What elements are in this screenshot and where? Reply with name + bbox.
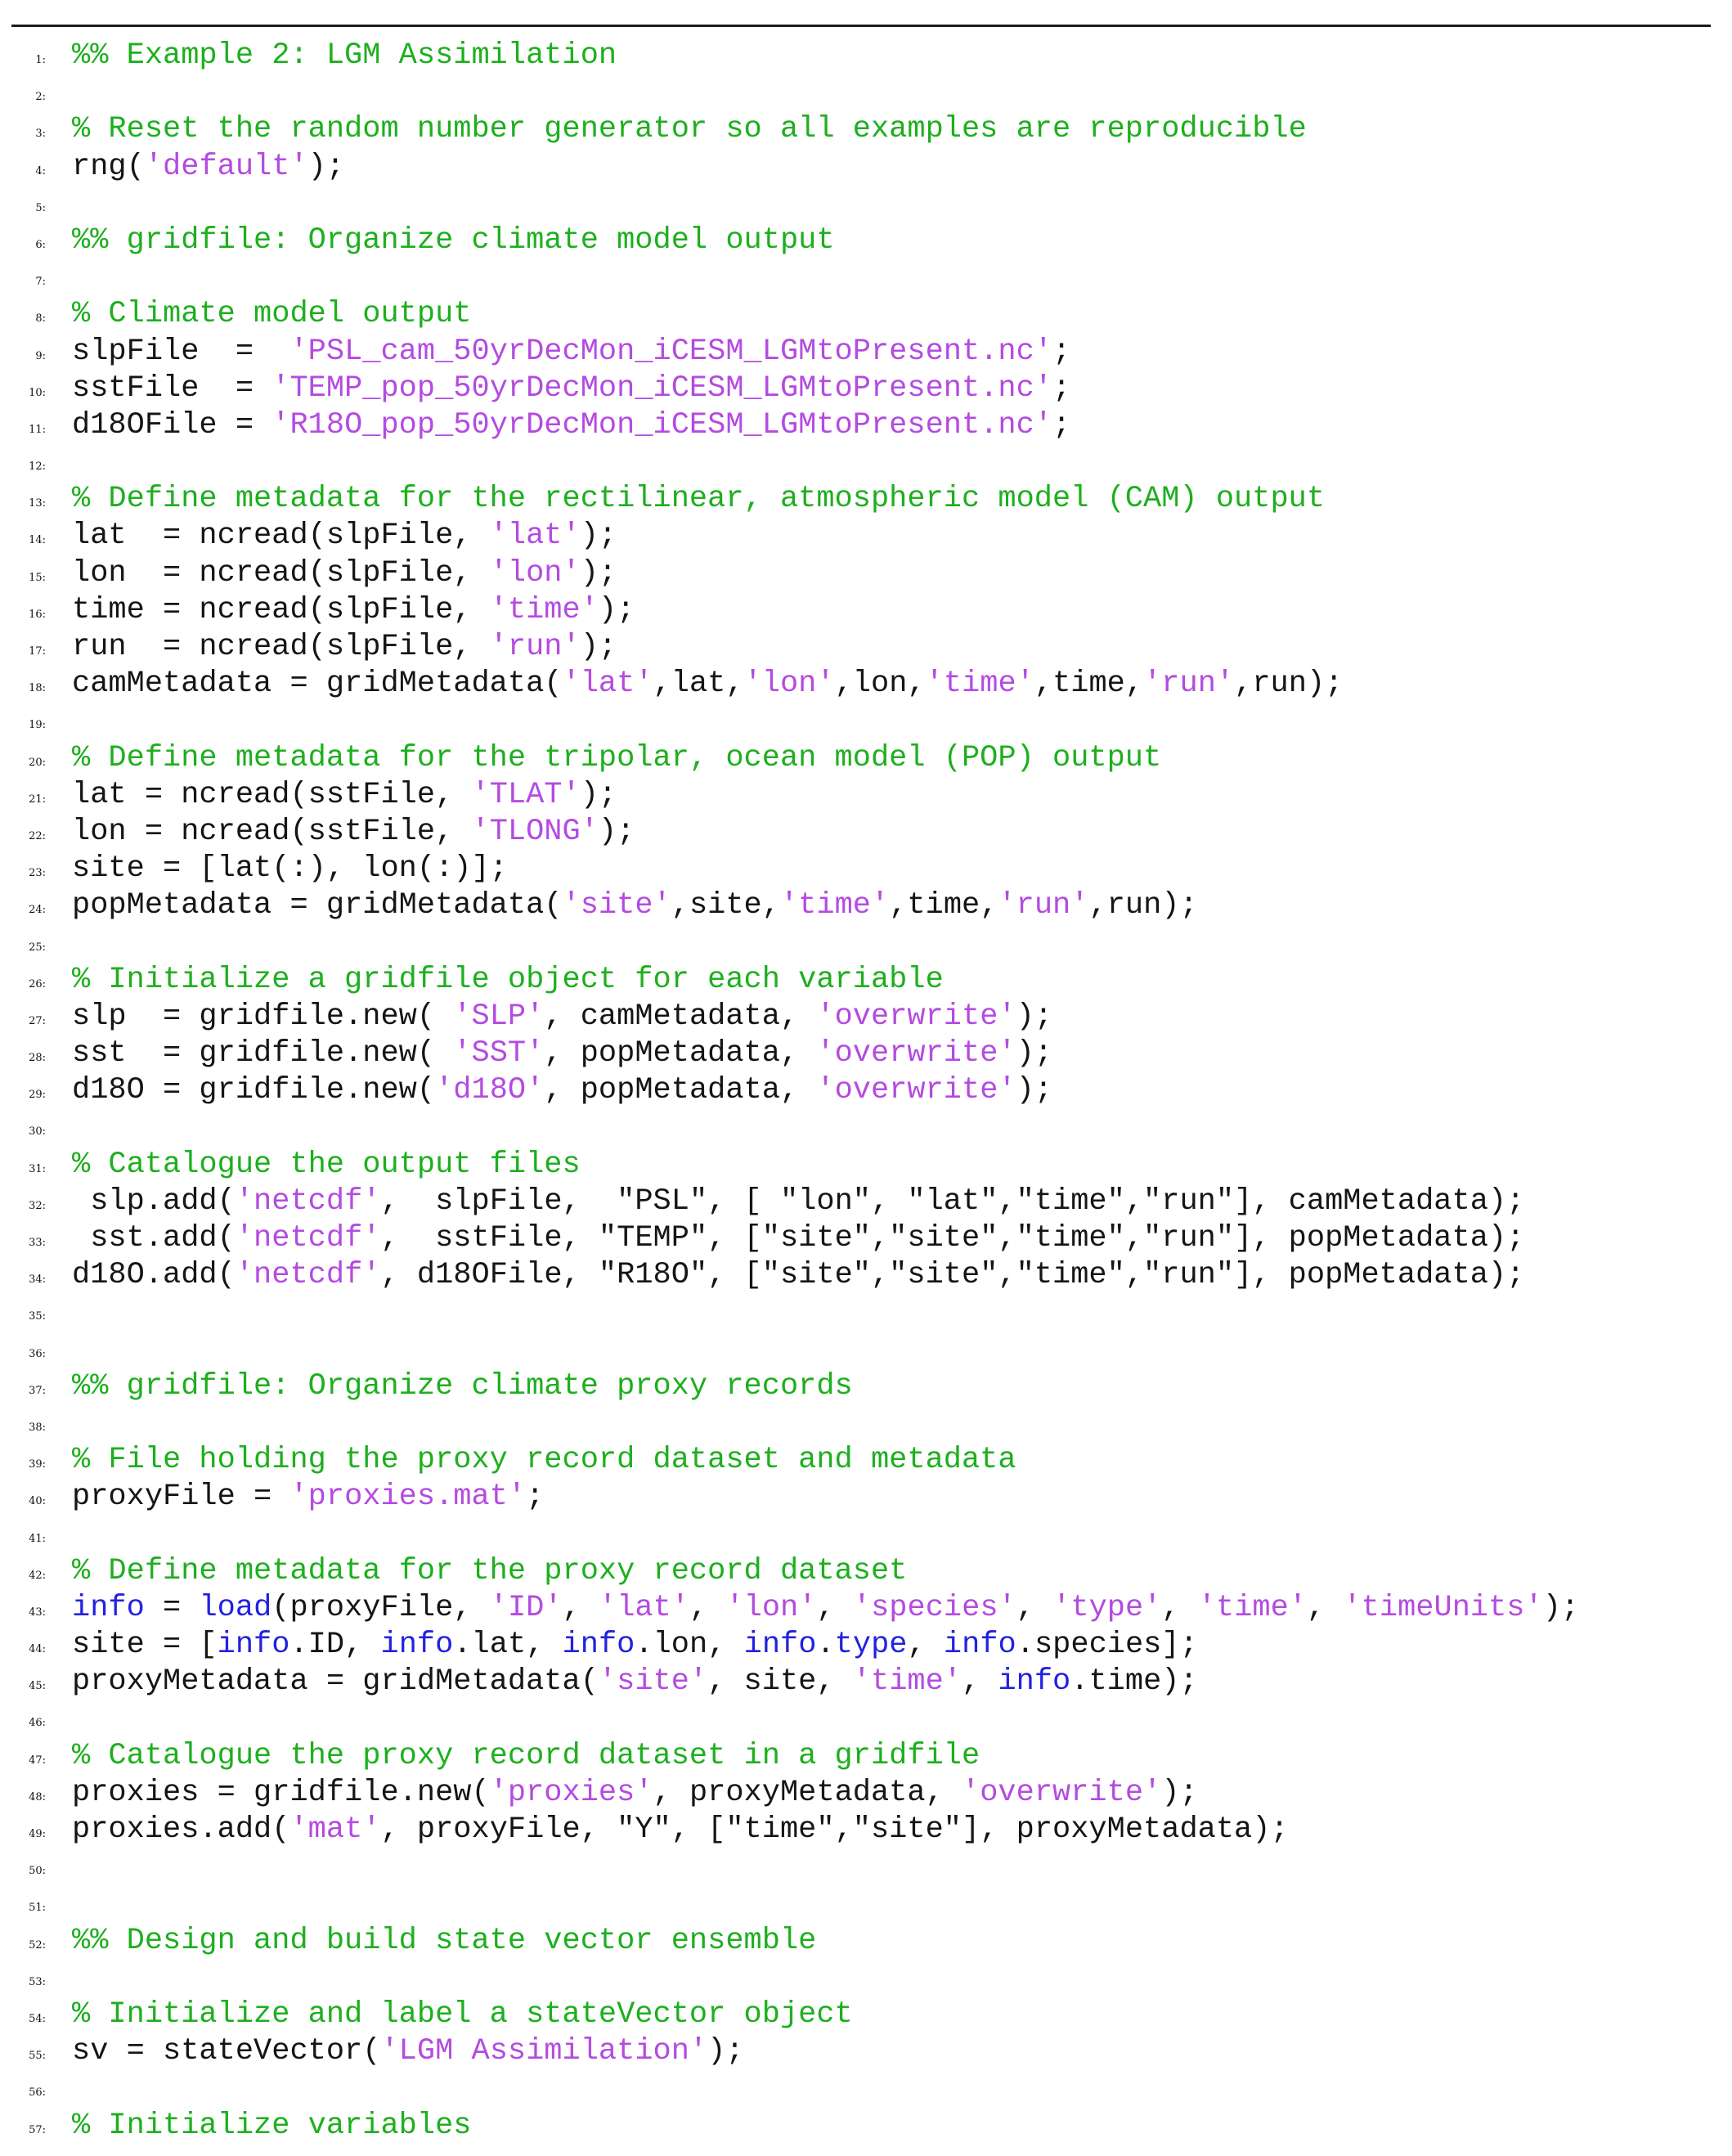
token-string: 'SST': [453, 1036, 545, 1071]
code-text: [72, 222, 835, 259]
top-rule: [11, 25, 1711, 27]
code-text: [72, 481, 1325, 518]
token-plain: lon = ncread(sstFile,: [72, 814, 472, 849]
token-plain: , camMetadata,: [544, 999, 817, 1034]
code-text: [72, 38, 617, 74]
code-text: [72, 962, 944, 999]
token-plain: ,time,: [1034, 667, 1144, 702]
line-number: 46:: [29, 1717, 46, 1730]
token-plain: , popMetadata,: [544, 1073, 817, 1108]
code-line: [0, 1184, 1732, 1220]
token-plain: );: [598, 814, 635, 849]
code-line: [0, 1590, 1732, 1627]
token-comment: % Climate model output: [72, 297, 472, 332]
token-plain: lat = ncread(sstFile,: [72, 777, 472, 812]
token-function: info: [998, 1664, 1071, 1700]
token-comment: %% gridfile: Organize climate model output: [72, 222, 835, 258]
token-plain: );: [598, 592, 635, 627]
code-line: [0, 371, 1732, 407]
token-plain: , sstFile, "TEMP", ["site","site","time","run"], popMetadata);: [380, 1221, 1525, 1255]
code-text: [72, 111, 1307, 148]
line-number: 27:: [29, 1014, 46, 1027]
token-string: 'lon': [489, 555, 581, 591]
code-listing: [0, 38, 1732, 2145]
token-plain: ;: [1052, 371, 1071, 406]
line-number: 8:: [35, 312, 46, 326]
code-text: [72, 666, 1343, 703]
token-plain: d18O.add(: [72, 1258, 236, 1293]
code-line: [0, 1442, 1732, 1479]
line-number: 19:: [29, 719, 46, 732]
code-line: [0, 222, 1732, 259]
token-string: 'SLP': [453, 999, 545, 1034]
code-line: [0, 1035, 1732, 1072]
code-line: [0, 777, 1732, 814]
line-number: 24:: [29, 904, 46, 917]
code-text: [72, 1775, 1198, 1812]
token-plain: lat = ncread(slpFile,: [72, 519, 490, 554]
token-plain: slp.add(: [72, 1184, 236, 1219]
token-plain: time = ncread(slpFile,: [72, 592, 490, 627]
token-string: 'mat': [289, 1812, 381, 1847]
code-line: [0, 1332, 1732, 1368]
code-text: [72, 777, 617, 814]
token-plain: popMetadata = gridMetadata(: [72, 888, 563, 923]
code-text: [72, 407, 1070, 444]
code-line: [0, 1405, 1732, 1442]
token-plain: d18OFile =: [72, 407, 272, 442]
token-plain: .: [816, 1628, 835, 1663]
code-lines: [0, 38, 1732, 2145]
code-text: [72, 334, 1070, 371]
line-number: 44:: [29, 1643, 46, 1656]
token-plain: );: [580, 777, 617, 812]
token-plain: ,: [816, 1590, 853, 1625]
code-line: [0, 1960, 1732, 1997]
code-text: [72, 887, 1198, 924]
token-plain: (proxyFile,: [271, 1590, 490, 1625]
token-plain: site = [lat(:), lon(:)];: [72, 851, 508, 887]
line-number: 13:: [29, 497, 46, 510]
token-function: info: [562, 1628, 635, 1663]
token-plain: ,: [689, 1590, 726, 1625]
token-plain: , d18OFile, "R18O", ["site","site","time","run"], popMetadata);: [380, 1258, 1525, 1293]
line-number: 11:: [29, 423, 46, 436]
token-string: 'lon': [743, 667, 835, 702]
code-line: [0, 629, 1732, 666]
code-text: [72, 518, 617, 555]
token-plain: , popMetadata,: [544, 1036, 817, 1071]
line-number: 29:: [29, 1089, 46, 1102]
token-function: info: [380, 1628, 454, 1663]
code-line: [0, 814, 1732, 851]
code-line: [0, 1368, 1732, 1405]
code-line: [0, 925, 1732, 962]
token-comment: %% Design and build state vector ensemble: [72, 1923, 817, 1958]
token-plain: ,time,: [889, 888, 998, 923]
line-number: 48:: [29, 1790, 46, 1803]
token-plain: ,: [1161, 1590, 1198, 1625]
line-number: 31:: [29, 1162, 46, 1175]
token-plain: );: [580, 630, 617, 664]
code-text: [72, 555, 617, 592]
token-plain: slpFile =: [72, 334, 290, 369]
token-string: 'proxies.mat': [289, 1480, 527, 1515]
line-number: 17:: [29, 645, 46, 658]
token-plain: ,run);: [1234, 667, 1344, 702]
token-plain: proxyFile =: [72, 1480, 290, 1515]
line-number: 3:: [35, 128, 46, 141]
token-plain: proxyMetadata = gridMetadata(: [72, 1664, 599, 1700]
line-number: 49:: [29, 1828, 46, 1840]
line-number: 14:: [29, 534, 46, 547]
token-comment: % Initialize variables: [72, 2108, 472, 2143]
token-comment: %% Example 2: LGM Assimilation: [72, 38, 617, 73]
token-plain: ,run);: [1088, 888, 1198, 923]
line-number: 18:: [29, 682, 46, 695]
code-line: [0, 296, 1732, 333]
token-string: 'TEMP_pop_50yrDecMon_iCESM_LGMtoPresent.nc': [271, 371, 1053, 406]
code-text: [72, 629, 617, 666]
code-line: [0, 2070, 1732, 2107]
token-comment: % Define metadata for the tripolar, ocean model (POP) output: [72, 740, 1162, 775]
code-text: [72, 999, 1052, 1035]
token-plain: .lon,: [635, 1628, 744, 1663]
token-plain: .ID,: [289, 1628, 381, 1663]
token-plain: , slpFile, "PSL", [ "lon", "lat","time","run"], camMetadata);: [380, 1184, 1525, 1219]
token-string: 'site': [562, 888, 671, 923]
token-string: 'overwrite': [962, 1775, 1162, 1810]
line-number: 50:: [29, 1865, 46, 1878]
line-number: 25:: [29, 941, 46, 954]
code-line: [0, 259, 1732, 296]
line-number: 52:: [29, 1938, 46, 1952]
token-string: 'overwrite': [816, 1036, 1016, 1071]
code-line: [0, 999, 1732, 1035]
line-number: 55:: [29, 2050, 46, 2063]
token-string: 'netcdf': [235, 1184, 381, 1219]
code-text: [72, 1184, 1524, 1220]
line-number: 23:: [29, 867, 46, 880]
code-line: [0, 1516, 1732, 1553]
token-string: 'netcdf': [235, 1258, 381, 1293]
token-plain: ,: [962, 1664, 998, 1700]
line-number: 39:: [29, 1458, 46, 1471]
code-line: [0, 1553, 1732, 1590]
token-plain: , proxyFile, "Y", ["time","site"], proxyMetadata);: [380, 1812, 1289, 1847]
token-plain: );: [1016, 1036, 1053, 1071]
code-line: [0, 1072, 1732, 1109]
token-plain: , proxyMetadata,: [653, 1775, 962, 1810]
line-number: 51:: [29, 1902, 46, 1915]
code-line: [0, 1848, 1732, 1885]
line-number: 9:: [35, 349, 46, 362]
token-plain: .lat,: [453, 1628, 563, 1663]
code-text: [72, 371, 1070, 407]
code-line: [0, 887, 1732, 924]
token-plain: );: [1016, 999, 1053, 1034]
token-string: 'lat': [598, 1590, 690, 1625]
code-line: [0, 2033, 1732, 2070]
token-plain: run = ncread(slpFile,: [72, 630, 490, 664]
token-plain: );: [1016, 1073, 1053, 1108]
line-number: 41:: [29, 1532, 46, 1545]
token-string: 'lat': [489, 519, 581, 554]
token-plain: );: [580, 555, 617, 591]
token-string: 'overwrite': [816, 999, 1016, 1034]
token-comment: % Define metadata for the proxy record dataset: [72, 1553, 908, 1588]
token-plain: rng(: [72, 149, 145, 184]
token-plain: ,: [1016, 1590, 1053, 1625]
token-string: 'type': [1052, 1590, 1162, 1625]
code-text: [72, 2108, 471, 2145]
token-plain: );: [707, 2034, 744, 2069]
token-string: 'species': [852, 1590, 1016, 1625]
code-line: [0, 38, 1732, 74]
token-string: 'TLONG': [471, 814, 599, 849]
line-number: 33:: [29, 1237, 46, 1249]
code-text: [72, 2033, 744, 2070]
token-string: 'lat': [562, 667, 653, 702]
code-line: [0, 1664, 1732, 1700]
line-number: 12:: [29, 460, 46, 474]
token-plain: site = [: [72, 1628, 218, 1663]
line-number: 34:: [29, 1273, 46, 1287]
line-number: 42:: [29, 1569, 46, 1582]
code-line: [0, 481, 1732, 518]
token-string: 'lon': [725, 1590, 817, 1625]
token-plain: slp = gridfile.new(: [72, 999, 454, 1034]
token-string: 'ID': [489, 1590, 563, 1625]
line-number: 2:: [35, 91, 46, 104]
line-number: 15:: [29, 571, 46, 584]
code-line: [0, 1627, 1732, 1664]
code-line: [0, 1997, 1732, 2033]
token-string: 'd18O': [435, 1073, 545, 1108]
token-plain: ,: [562, 1590, 599, 1625]
line-number: 22:: [29, 829, 46, 842]
code-line: [0, 1738, 1732, 1775]
line-number: 20:: [29, 756, 46, 769]
code-line: [0, 2108, 1732, 2145]
code-text: [72, 1479, 544, 1516]
token-string: 'PSL_cam_50yrDecMon_iCESM_LGMtoPresent.nc': [289, 334, 1053, 369]
code-text: [72, 592, 635, 629]
token-comment: % Initialize and label a stateVector object: [72, 1997, 853, 2032]
token-plain: d18O = gridfile.new(: [72, 1073, 436, 1108]
code-text: [72, 1220, 1524, 1257]
token-string: 'time': [779, 888, 890, 923]
token-string: 'time': [489, 592, 599, 627]
code-text: [72, 1035, 1052, 1072]
token-plain: =: [144, 1590, 200, 1625]
code-line: [0, 1812, 1732, 1848]
token-comment: % Reset the random number generator so all examples are reproducible: [72, 112, 1307, 147]
token-function: info: [743, 1628, 817, 1663]
token-plain: proxies = gridfile.new(: [72, 1775, 490, 1810]
code-text: [72, 1812, 1289, 1848]
code-line: [0, 1775, 1732, 1812]
code-line: [0, 149, 1732, 186]
line-number: 5:: [35, 201, 46, 214]
token-plain: .species];: [1016, 1628, 1198, 1663]
line-number: 36:: [29, 1347, 46, 1360]
token-function: type: [834, 1628, 908, 1663]
code-line: [0, 1923, 1732, 1960]
line-number: 16:: [29, 608, 46, 621]
token-string: 'R18O_pop_50yrDecMon_iCESM_LGMtoPresent.nc': [271, 407, 1053, 442]
code-text: [72, 1738, 980, 1775]
token-string: 'run': [489, 630, 581, 664]
code-text: [72, 1590, 1579, 1627]
token-string: 'default': [144, 149, 308, 184]
line-number: 21:: [29, 793, 46, 806]
token-plain: camMetadata = gridMetadata(: [72, 667, 563, 702]
code-text: [72, 1627, 1198, 1664]
token-plain: .time);: [1070, 1664, 1198, 1700]
token-plain: proxies.add(: [72, 1812, 290, 1847]
line-number: 43:: [29, 1606, 46, 1619]
code-line: [0, 1885, 1732, 1922]
token-plain: );: [307, 149, 345, 184]
line-number: 4:: [35, 164, 46, 177]
token-comment: %% gridfile: Organize climate proxy records: [72, 1368, 853, 1404]
code-line: [0, 666, 1732, 703]
token-plain: );: [580, 519, 617, 554]
token-string: 'LGM Assimilation': [380, 2034, 708, 2069]
token-plain: ;: [526, 1480, 545, 1515]
line-number: 37:: [29, 1384, 46, 1397]
code-text: [72, 1923, 816, 1960]
code-line: [0, 1220, 1732, 1257]
token-plain: sst = gridfile.new(: [72, 1036, 454, 1071]
code-line: [0, 1294, 1732, 1331]
code-line: [0, 1257, 1732, 1294]
token-string: 'run': [1143, 667, 1235, 702]
token-comment: % Initialize a gridfile object for each variable: [72, 962, 944, 997]
line-number: 1:: [35, 54, 46, 66]
token-comment: % Define metadata for the rectilinear, atmospheric model (CAM) output: [72, 482, 1326, 517]
token-string: 'netcdf': [235, 1221, 381, 1255]
token-plain: lon = ncread(slpFile,: [72, 555, 490, 591]
token-string: 'overwrite': [816, 1073, 1016, 1108]
line-number: 10:: [29, 386, 46, 399]
token-string: 'proxies': [489, 1775, 653, 1810]
code-line: [0, 1109, 1732, 1146]
token-string: 'TLAT': [471, 777, 581, 812]
code-text: [72, 1257, 1524, 1294]
token-comment: % Catalogue the output files: [72, 1147, 581, 1182]
code-text: [72, 296, 471, 333]
token-string: 'run': [998, 888, 1089, 923]
token-plain: ,lon,: [834, 667, 926, 702]
line-number: 56:: [29, 2086, 46, 2100]
code-line: [0, 703, 1732, 739]
token-plain: ;: [1052, 334, 1071, 369]
code-text: [72, 1147, 581, 1184]
token-string: 'timeUnits': [1343, 1590, 1543, 1625]
line-number: 53:: [29, 1975, 46, 1988]
code-line: [0, 1479, 1732, 1516]
token-plain: ,: [907, 1628, 944, 1663]
line-number: 38:: [29, 1421, 46, 1434]
token-plain: );: [1161, 1775, 1198, 1810]
line-number: 45:: [29, 1680, 46, 1693]
token-string: 'time': [1197, 1590, 1308, 1625]
code-line: [0, 851, 1732, 887]
code-line: [0, 1700, 1732, 1737]
token-comment: % Catalogue the proxy record dataset in a gridfile: [72, 1738, 980, 1773]
code-line: [0, 111, 1732, 148]
line-number: 30:: [29, 1125, 46, 1139]
code-text: [72, 814, 635, 851]
line-number: 7:: [35, 276, 46, 289]
token-plain: sstFile =: [72, 371, 272, 406]
line-number: 54:: [29, 2012, 46, 2025]
code-text: [72, 149, 344, 186]
code-text: [72, 1553, 907, 1590]
code-line: [0, 555, 1732, 592]
line-number: 35:: [29, 1310, 46, 1323]
token-plain: ;: [1052, 407, 1071, 442]
line-number: 57:: [29, 2123, 46, 2136]
code-text: [72, 1664, 1198, 1700]
token-function: info: [217, 1628, 290, 1663]
code-line: [0, 518, 1732, 555]
line-number: 32:: [29, 1199, 46, 1212]
line-number: 47:: [29, 1754, 46, 1767]
line-number: 6:: [35, 238, 46, 251]
token-string: 'site': [598, 1664, 708, 1700]
token-comment: % File holding the proxy record dataset and metadata: [72, 1443, 1016, 1478]
line-number: 28:: [29, 1052, 46, 1065]
code-line: [0, 1147, 1732, 1184]
token-function: info: [72, 1590, 145, 1625]
token-function: info: [943, 1628, 1016, 1663]
code-text: [72, 1997, 853, 2033]
code-text: [72, 851, 508, 887]
line-number: 26:: [29, 977, 46, 990]
code-line: [0, 74, 1732, 111]
code-line: [0, 592, 1732, 629]
code-line: [0, 186, 1732, 222]
token-plain: );: [1542, 1590, 1580, 1625]
line-number: 40:: [29, 1495, 46, 1508]
code-line: [0, 334, 1732, 371]
code-text: [72, 1072, 1052, 1109]
token-plain: ,: [1307, 1590, 1344, 1625]
code-line: [0, 407, 1732, 444]
code-line: [0, 962, 1732, 999]
code-text: [72, 740, 1161, 777]
token-plain: , site,: [707, 1664, 853, 1700]
token-plain: ,lat,: [653, 667, 744, 702]
code-text: [72, 1442, 1016, 1479]
code-line: [0, 740, 1732, 777]
code-line: [0, 444, 1732, 481]
token-plain: sst.add(: [72, 1221, 236, 1255]
token-plain: ,site,: [671, 888, 780, 923]
token-function: load: [199, 1590, 272, 1625]
code-text: [72, 1368, 853, 1405]
token-string: 'time': [925, 667, 1034, 702]
token-string: 'time': [852, 1664, 962, 1700]
token-plain: sv = stateVector(: [72, 2034, 381, 2069]
